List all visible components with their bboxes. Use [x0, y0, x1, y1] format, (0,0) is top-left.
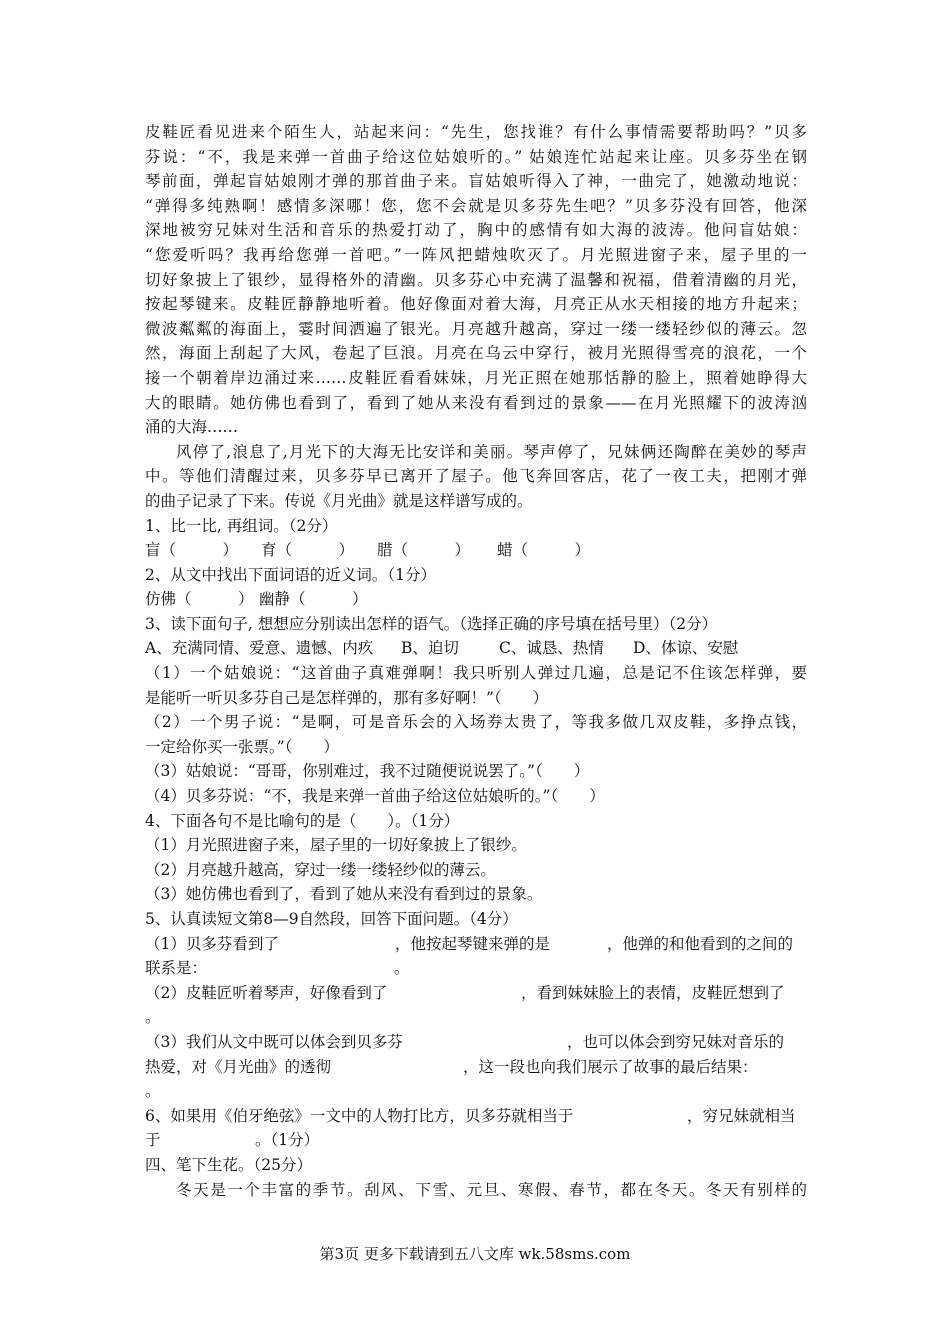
option-c: C、诚恳、热情 — [499, 639, 604, 658]
section-4-title: 四、笔下生花。（25分） — [145, 1155, 312, 1174]
passage-line: 然，海面上刮起了大风，卷起了巨浪。月亮在乌云中穿行，被月光照得雪亮的浪花，一个 — [145, 344, 807, 363]
question-3-title: 3、读下面句子, 想想应分别读出怎样的语气。（选择正确的序号填在括号里）（2分） — [145, 614, 718, 633]
answer-blank[interactable]: 幽静（ ） — [259, 590, 368, 609]
question-4-sentence: （2）月亮越升越高，穿过一缕一缕轻纱似的薄云。 — [145, 860, 496, 879]
answer-blank[interactable]: 育（ ） — [261, 541, 355, 560]
passage-line: 中。等他们清醒过来，贝多芬早已离开了屋子。他飞奔回客店，花了一夜工夫，把刚才弹 — [145, 467, 807, 486]
question-4-sentence: （3）她仿佛也看到了，看到了她从来没有看到过的景象。 — [145, 885, 543, 904]
document-body — [145, 120, 807, 1202]
passage-line: “弹得多纯熟啊！感情多深哪！您，您不会就是贝多芬先生吧？”贝多芬没有回答，他深 — [145, 196, 807, 215]
question-3-sentence: （3）姑娘说：“哥哥，你别难过，我不过随便说说罢了。”（ ） — [145, 762, 590, 781]
question-3-sentence: （4）贝多芬说：“不，我是来弹一首曲子给这位姑娘听的。”（ ） — [145, 787, 605, 806]
option-b: B、迫切 — [401, 639, 459, 658]
passage-line: 按起琴键来。皮鞋匠静静地听着。他好像面对着大海，月亮正从水天相接的地方升起来； — [145, 295, 807, 314]
question-5-sentence: 。 — [145, 1008, 161, 1027]
question-3-sentence: （1）一个姑娘说：“这首曲子真难弹啊！我只听别人弹过几遍，总是记不住该怎样弹，要 — [145, 664, 807, 683]
answer-blank[interactable]: 蜡（ ） — [497, 541, 591, 560]
fill-text: 热爱，对《月光曲》的透彻 — [145, 1057, 332, 1076]
fill-text: ，他弹的和他看到的之间的 — [607, 934, 794, 953]
page-footer: 第3页 更多下载请到五八文库 wk.58sms.com — [319, 1245, 631, 1263]
question-4-sentence: （1）月光照进窗子来，屋子里的一切好象披上了银纱。 — [145, 836, 527, 855]
question-5-sentence — [145, 1030, 807, 1055]
fill-text: ，看到妹妹脸上的表情，皮鞋匠想到了 — [521, 983, 785, 1002]
question-6-sentence — [145, 1104, 807, 1129]
question-2-title: 2、从文中找出下面词语的近义词。（1分） — [145, 565, 436, 584]
question-3-sentence: （2）一个男子说：“是啊，可是音乐会的入场券太贵了，等我多做几双皮鞋，多挣点钱， — [145, 713, 807, 732]
question-5-sentence: 。 — [145, 1082, 161, 1101]
passage-line: 切好象披上了银纱，显得格外的清幽。贝多芬心中充满了温馨和祝福，借着清幽的月光， — [145, 270, 807, 289]
fill-text: （1）贝多芬看到了 — [145, 934, 279, 953]
option-d: D、体谅、安慰 — [633, 639, 739, 658]
passage-line: 接一个朝着岸边涌过来……皮鞋匠看看妹妹，月光正照在她那恬静的脸上，照着她睁得大 — [145, 368, 807, 387]
question-5-sentence — [145, 932, 807, 957]
passage-line: 风停了,浪息了,月光下的大海无比安详和美丽。琴声停了，兄妹俩还陶醉在美妙的琴声 — [176, 442, 807, 461]
question-5-title: 5、认真读短文第8—9自然段，回答下面问题。（4分） — [145, 910, 518, 928]
section-4-text: 冬天是一个丰富的季节。刮风、下雪、元旦、寒假、春节，都在冬天。冬天有别样的 — [176, 1180, 807, 1199]
question-5-sentence — [145, 981, 807, 1006]
fill-text: ，穷兄妹就相当 — [687, 1106, 796, 1125]
question-3-sentence: 是能听一听贝多芬自己是怎样弹的，那有多好啊！”（ ） — [145, 688, 549, 707]
answer-blank[interactable]: 仿佛（ ） — [145, 590, 254, 609]
fill-text: ，他按起琴键来弹的是 — [395, 934, 551, 953]
question-1-items — [145, 538, 807, 563]
fill-text: 。 — [394, 959, 410, 978]
question-3-options — [145, 636, 807, 661]
question-1-title: 1、比一比, 再组词。（2分） — [145, 516, 338, 535]
passage-line: 芬说：“不，我是来弹一首曲子给这位姑娘听的。” 姑娘连忙站起来让座。贝多芬坐在钢 — [145, 147, 807, 166]
passage-line: 琴前面，弹起盲姑娘刚才弹的那首曲子来。盲姑娘听得入了神，一曲完了，她激动地说： — [145, 172, 807, 191]
fill-text: （2）皮鞋匠听着琴声，好像看到了 — [145, 983, 388, 1002]
answer-blank[interactable]: 腊（ ） — [377, 541, 471, 560]
question-3-sentence: 一定给你买一张票。”（ ） — [145, 737, 339, 756]
fill-text: ，也可以体会到穷兄妹对音乐的 — [567, 1032, 785, 1051]
question-4-title: 4、下面各句不是比喻句的是（ ）。（1分） — [145, 811, 460, 830]
question-6-sentence — [145, 1128, 807, 1153]
option-a: A、充满同情、爱意、遗憾、内疚 — [145, 639, 374, 658]
passage-line: 大的眼睛。她仿佛也看到了，看到了她从来没有看到过的景象——在月光照耀下的波涛汹 — [145, 393, 807, 412]
passage-line: 深地被穷兄妹对生活和音乐的热爱打动了，胸中的感情有如大海的波涛。他问盲姑娘： — [145, 221, 807, 240]
passage-line: “您爱听吗？我再给您弹一首吧。”一阵风把蜡烛吹灭了。月光照进窗子来，屋子里的一 — [145, 245, 807, 264]
fill-text: 6、如果用《伯牙绝弦》一文中的人物打比方，贝多芬就相当于 — [145, 1106, 574, 1125]
fill-text: 于 — [145, 1131, 161, 1150]
fill-text: （3）我们从文中既可以体会到贝多芬 — [145, 1032, 403, 1051]
fill-text: 。（1分） — [255, 1131, 320, 1150]
question-5-sentence — [145, 956, 807, 981]
passage-line: 的曲子记录了下来。传说《月光曲》就是这样谱写成的。 — [145, 491, 533, 510]
fill-text: 联系是： — [145, 959, 208, 978]
passage-line: 微波粼粼的海面上，霎时间洒遍了银光。月亮越升越高，穿过一缕一缕轻纱似的薄云。忽 — [145, 319, 807, 338]
passage-line: 涌的大海…… — [145, 418, 239, 437]
question-5-sentence — [145, 1055, 807, 1080]
answer-blank[interactable]: 盲（ ） — [145, 541, 239, 560]
fill-text: ，这一段也向我们展示了故事的最后结果： — [463, 1057, 758, 1076]
question-2-items — [145, 587, 807, 612]
passage-line: 皮鞋匠看见进来个陌生人，站起来问：“先生，您找谁？有什么事情需要帮助吗？”贝多 — [145, 123, 807, 141]
